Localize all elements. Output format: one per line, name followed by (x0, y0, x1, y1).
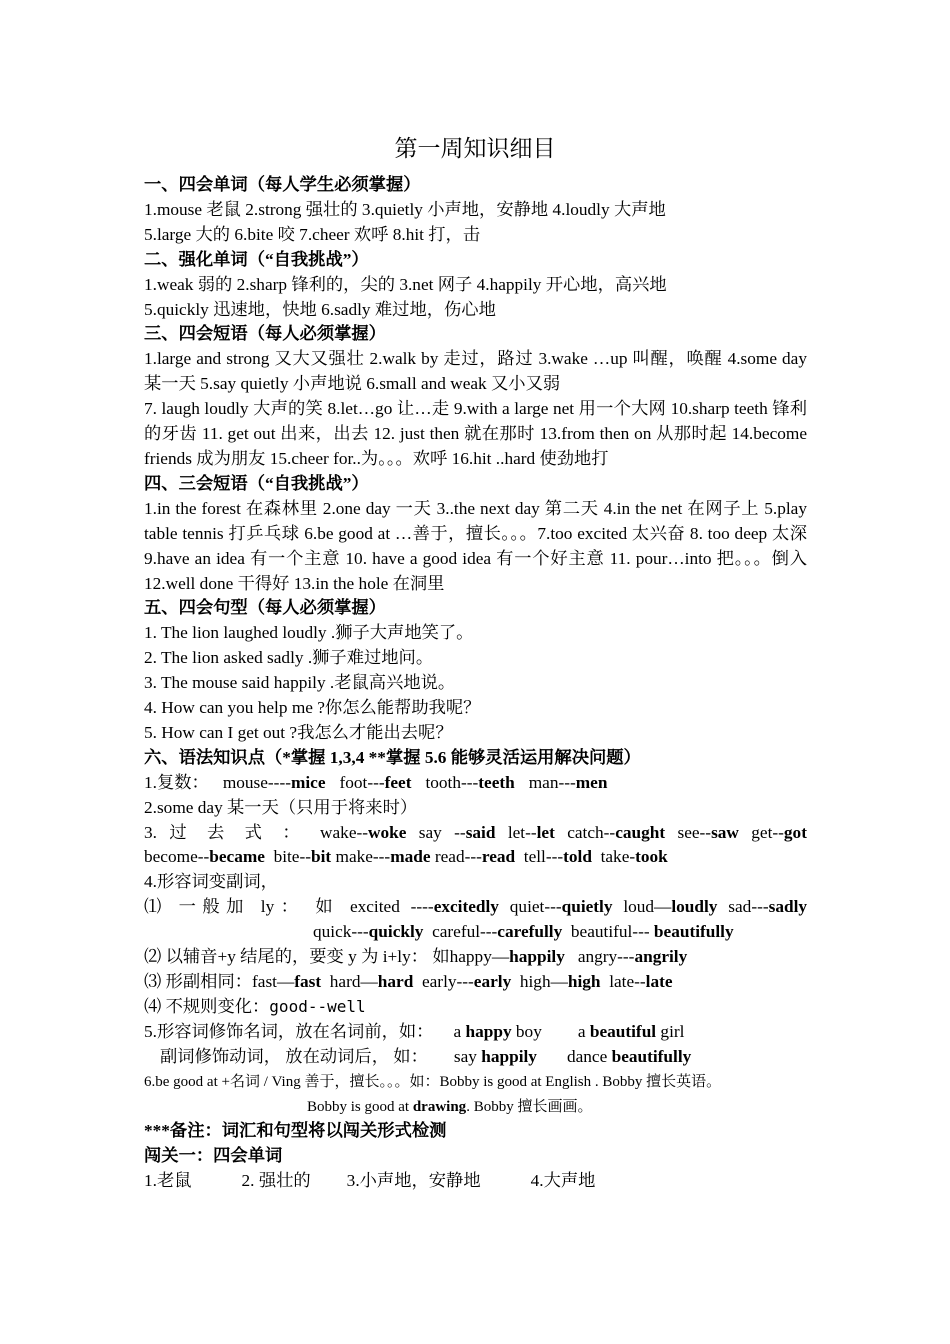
section-heading-4: 四、三会短语（“自我挑战”） (144, 473, 369, 493)
word-pair: angry---angrily (577, 947, 688, 967)
word-pair: careful---carefully (432, 922, 563, 942)
word-pair: catch--caught (567, 822, 666, 842)
page-title: 第一周知识细目 (394, 136, 556, 161)
quiz-item: 4.大声地 (530, 1171, 596, 1191)
word-pair: become--became (144, 847, 265, 867)
grammar-good-at-line-1: 6.be good at +名词 / Ving 善于，擅长。。。如：Bobby is good at English . Bobby 擅长英语。 (144, 1073, 722, 1090)
word-pair: excited ----excitedly (349, 897, 499, 917)
example-phrase: dance beautifully (566, 1046, 692, 1066)
grammar-adverb-usage: 副词修饰动词， 放在动词后， 如： say happily dance beautifully (160, 1046, 692, 1066)
example-phrase: a beautiful girl (577, 1021, 685, 1041)
grammar-adverb-rule-1: ⑴ 一般加 ly： 如 excited ----excitedly quiet---quietly loud—loudly sad---sadly (144, 897, 808, 917)
word-pair: sad---sadly (728, 897, 808, 917)
word-pair: hard—hard (329, 972, 414, 991)
word-pair: loud—loudly (623, 897, 718, 917)
sentence-pattern: 4. How can you help me ?你怎么能帮助我呢？ (144, 698, 481, 718)
section-heading-2: 二、强化单词（“自我挑战”） (144, 249, 369, 269)
example-phrase: say happily (453, 1046, 537, 1066)
word-pair: get--got (751, 822, 807, 842)
word-pair: mouse----mice (222, 772, 326, 792)
word-pair: quick---quickly (313, 922, 424, 942)
section-heading-5: 五、四会句型（每人必须掌握） (144, 598, 386, 618)
grammar-adverb-rule-4: ⑷ 不规则变化：good--well (144, 996, 366, 1016)
grammar-past-tense-line-1: 3. 过 去 式 ： wake--woke say --said let--let catch--caught see--saw get--got (144, 822, 807, 842)
word-pair: take-took (600, 847, 668, 867)
section-2-line-2: 5.quickly 迅速地，快地 6.sadly 难过地，伤心地 (144, 299, 496, 319)
quiz-item: 1.老鼠 (144, 1171, 192, 1191)
section-heading-6: 六、语法知识点（*掌握 1,3,4 **掌握 5.6 能够灵活运用解决问题） (144, 747, 641, 767)
grammar-someday-line: 2.some day 某一天（只用于将来时） (144, 797, 418, 817)
section-4-paragraph: 1.in the forest 在森林里 2.one day 一天 3..the next day 第二天 4.in the net 在网子上 5.play table tennis 打乒乓球 6.be good at …善于，擅长。。。7.too excited 太兴奋 8. too deep 太深 9.have an idea 有一个主意 10. have a good idea 有一个好主意 11. pour…into 把。。。倒入 12.well done 干得好 13.in the hole 在洞里 (144, 498, 807, 593)
word-pair: read---read (434, 847, 516, 867)
section-3-paragraph-1: 1.large and strong 又大又强壮 2.walk by 走过，路过 3.wake …up 叫醒，唤醒 4.some day 某一天 5.say quietly 小声地说 6.small and weak 又小又弱 (144, 349, 807, 394)
section-heading-1: 一、四会单词（每人学生必须掌握） (144, 175, 421, 194)
section-heading-3: 三、四会短语（每人必须掌握） (144, 324, 386, 344)
word-pair: say --said (418, 822, 496, 842)
word-pair: happy—happily (449, 947, 565, 967)
grammar-plural-line (144, 771, 807, 796)
word-pair: bite--bit (273, 847, 332, 867)
section-1-line-1: 1.mouse 老鼠 2.strong 强壮的 3.quietly 小声地，安静地 4.loudly 大声地 (144, 199, 666, 219)
word-pair: tooth---teeth (425, 772, 515, 792)
section-2-line-1: 1.weak 弱的 2.sharp 锋利的，尖的 3.net 网子 4.happily 开心地，高兴地 (144, 274, 667, 294)
section-3-paragraph-2: 7. laugh loudly 大声的笑 8.let…go 让…走 9.with a large net 用一个大网 10.sharp teeth 锋利的牙齿 11. get out 出来，出去 12. just then 就在那时 13.from then on 从那时起 14.become friends 成为朋友 15.cheer for..为。。。欢呼 16.hit ..hard 使劲地打 (144, 399, 807, 468)
example-phrase: a happy boy (453, 1021, 542, 1041)
word-pair: high—high (519, 972, 601, 991)
quiz-items-line (144, 1169, 807, 1194)
word-pair: foot---feet (339, 772, 412, 792)
grammar-adverb-heading: 4.形容词变副词， (144, 872, 278, 892)
grammar-label: 1.复数： (144, 772, 209, 792)
word-pair: fast—fast (252, 972, 322, 991)
quiz-item: 2. 强壮的 (241, 1171, 311, 1191)
word-pair: let--let (507, 822, 555, 842)
document-body (144, 173, 807, 1194)
sentence-pattern: 5. How can I get out ?我怎么才能出去呢？ (144, 722, 453, 742)
grammar-good-at-line-2: Bobby is good at drawing. Bobby 擅长画画。 (307, 1098, 593, 1115)
grammar-adverb-rule-2: ⑵ 以辅音+y 结尾的，要变 y 为 i+ly： 如happy—happily angry---angrily (144, 947, 688, 967)
grammar-adverb-rule-3: ⑶ 形副相同：fast—fast hard—hard early---early high—high late--late (144, 972, 673, 991)
note-line: ***备注：词汇和句型将以闯关形式检测 (144, 1121, 447, 1141)
grammar-adjective-usage: 5.形容词修饰名词，放在名词前，如： a happy boy a beautiful girl (144, 1021, 685, 1041)
word-pair: tell---told (523, 847, 592, 867)
sentence-pattern: 2. The lion asked sadly .狮子难过地问。 (144, 648, 434, 668)
word-pair: see--saw (677, 822, 739, 842)
grammar-adverb-rule-1-cont (144, 920, 807, 945)
sentence-pattern: 1. The lion laughed loudly .狮子大声地笑了。 (144, 623, 474, 643)
word-pair: wake--woke (320, 822, 407, 842)
grammar-past-tense-line-2 (144, 845, 807, 870)
quiz-heading: 闯关一：四会单词 (144, 1146, 283, 1166)
word-pair: make---made (335, 847, 431, 867)
word-pair: beautiful--- beautifully (570, 922, 734, 942)
word-pair: early---early (421, 972, 512, 991)
quiz-item: 3.小声地，安静地 (346, 1171, 481, 1191)
word-pair: quiet---quietly (509, 897, 613, 917)
word-pair: man---men (528, 772, 608, 792)
sentence-pattern: 3. The mouse said happily .老鼠高兴地说。 (144, 673, 456, 693)
section-1-line-2: 5.large 大的 6.bite 咬 7.cheer 欢呼 8.hit 打，击 (144, 224, 481, 244)
word-pair: late--late (609, 972, 673, 991)
